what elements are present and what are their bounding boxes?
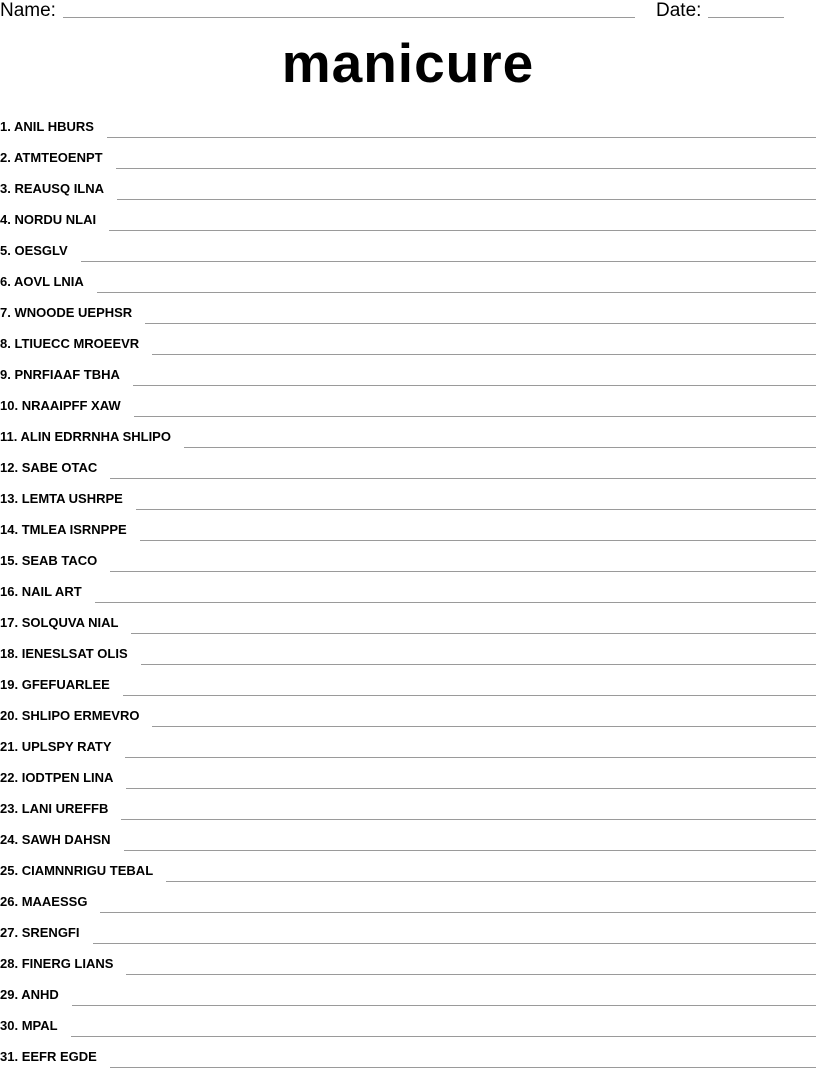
list-item: [0, 606, 816, 637]
scrambled-word: [0, 149, 103, 172]
scrambled-word: [0, 862, 153, 885]
scrambled-letters: SAWH DAHSN: [22, 832, 111, 847]
scrambled-word: [0, 459, 97, 482]
item-number: 24.: [0, 832, 18, 847]
item-number: 12.: [0, 460, 18, 475]
scrambled-word: [0, 211, 96, 234]
answer-line[interactable]: [136, 508, 816, 510]
item-number: 27.: [0, 925, 18, 940]
date-label: Date:: [656, 0, 701, 22]
worksheet-header: [0, 0, 816, 24]
answer-line[interactable]: [93, 942, 816, 944]
item-number: 29.: [0, 987, 18, 1002]
answer-line[interactable]: [133, 384, 816, 386]
scrambled-letters: SABE OTAC: [22, 460, 98, 475]
list-item: [0, 327, 816, 358]
list-item: [0, 203, 816, 234]
item-number: 31.: [0, 1049, 18, 1064]
scrambled-word: [0, 397, 121, 420]
list-item: [0, 947, 816, 978]
list-item: [0, 916, 816, 947]
word-scramble-list: [0, 110, 816, 1071]
name-field-line[interactable]: [63, 17, 635, 18]
scrambled-letters: LEMTA USHRPE: [22, 491, 123, 506]
scrambled-letters: EEFR EGDE: [22, 1049, 97, 1064]
scrambled-word: [0, 521, 127, 544]
list-item: [0, 544, 816, 575]
scrambled-word: [0, 738, 112, 761]
scrambled-letters: IODTPEN LINA: [22, 770, 114, 785]
item-number: 15.: [0, 553, 18, 568]
list-item: [0, 730, 816, 761]
item-number: 9.: [0, 367, 11, 382]
list-item: [0, 482, 816, 513]
scrambled-letters: MAAESSG: [22, 894, 88, 909]
answer-line[interactable]: [126, 973, 816, 975]
scrambled-word: [0, 242, 68, 265]
name-label: Name:: [0, 0, 56, 22]
scrambled-word: [0, 304, 132, 327]
answer-line[interactable]: [125, 756, 816, 758]
item-number: 7.: [0, 305, 11, 320]
item-number: 16.: [0, 584, 18, 599]
scrambled-letters: NORDU NLAI: [14, 212, 96, 227]
item-number: 20.: [0, 708, 18, 723]
scrambled-letters: NRAAIPFF XAW: [22, 398, 121, 413]
list-item: [0, 978, 816, 1009]
list-item: [0, 637, 816, 668]
list-item: [0, 575, 816, 606]
item-number: 3.: [0, 181, 11, 196]
item-number: 1.: [0, 119, 11, 134]
answer-line[interactable]: [71, 1035, 816, 1037]
scrambled-word: [0, 118, 94, 141]
item-number: 26.: [0, 894, 18, 909]
item-number: 19.: [0, 677, 18, 692]
scrambled-letters: UPLSPY RATY: [22, 739, 112, 754]
list-item: [0, 420, 816, 451]
scrambled-word: [0, 986, 59, 1009]
answer-line[interactable]: [123, 694, 816, 696]
answer-line[interactable]: [100, 911, 816, 913]
list-item: [0, 761, 816, 792]
scrambled-letters: PNRFIAAF TBHA: [14, 367, 119, 382]
answer-line[interactable]: [184, 446, 816, 448]
list-item: [0, 823, 816, 854]
answer-line[interactable]: [166, 880, 816, 882]
item-number: 13.: [0, 491, 18, 506]
list-item: [0, 110, 816, 141]
scrambled-word: [0, 645, 128, 668]
item-number: 22.: [0, 770, 18, 785]
answer-line[interactable]: [140, 539, 816, 541]
scrambled-letters: WNOODE UEPHSR: [14, 305, 132, 320]
scrambled-word: [0, 955, 113, 978]
item-number: 21.: [0, 739, 18, 754]
answer-line[interactable]: [131, 632, 816, 634]
item-number: 4.: [0, 212, 11, 227]
item-number: 23.: [0, 801, 18, 816]
scrambled-word: [0, 924, 80, 947]
scrambled-letters: SOLQUVA NIAL: [22, 615, 119, 630]
list-item: [0, 451, 816, 482]
date-field-line[interactable]: [708, 17, 784, 18]
list-item: [0, 172, 816, 203]
scrambled-word: [0, 831, 111, 854]
scrambled-word: [0, 335, 139, 358]
worksheet-title: manicure: [0, 30, 816, 96]
list-item: [0, 699, 816, 730]
answer-line[interactable]: [141, 663, 816, 665]
scrambled-letters: MPAL: [22, 1018, 58, 1033]
scrambled-letters: ATMTEOENPT: [14, 150, 103, 165]
list-item: [0, 668, 816, 699]
item-number: 14.: [0, 522, 18, 537]
scrambled-word: [0, 552, 97, 575]
scrambled-letters: ANHD: [21, 987, 59, 1002]
answer-line[interactable]: [126, 787, 816, 789]
scrambled-letters: IENESLSAT OLIS: [22, 646, 128, 661]
scrambled-word: [0, 273, 84, 296]
answer-line[interactable]: [124, 849, 816, 851]
answer-line[interactable]: [97, 291, 816, 293]
list-item: [0, 234, 816, 265]
list-item: [0, 141, 816, 172]
item-number: 8.: [0, 336, 11, 351]
item-number: 6.: [0, 274, 11, 289]
scrambled-word: [0, 676, 110, 699]
list-item: [0, 854, 816, 885]
list-item: [0, 1009, 816, 1040]
scrambled-letters: LANI UREFFB: [22, 801, 109, 816]
scrambled-word: [0, 893, 87, 916]
item-number: 5.: [0, 243, 11, 258]
scrambled-letters: GFEFUARLEE: [22, 677, 110, 692]
scrambled-letters: REAUSQ ILNA: [14, 181, 104, 196]
answer-line[interactable]: [110, 477, 816, 479]
list-item: [0, 296, 816, 327]
scrambled-letters: FINERG LIANS: [22, 956, 114, 971]
answer-line[interactable]: [152, 353, 816, 355]
scrambled-letters: SEAB TACO: [22, 553, 98, 568]
scrambled-word: [0, 490, 123, 513]
answer-line[interactable]: [110, 1066, 816, 1068]
list-item: [0, 389, 816, 420]
answer-line[interactable]: [117, 198, 816, 200]
scrambled-word: [0, 583, 82, 606]
scrambled-letters: CIAMNNRIGU TEBAL: [22, 863, 153, 878]
scrambled-word: [0, 366, 120, 389]
item-number: 28.: [0, 956, 18, 971]
answer-line[interactable]: [107, 136, 816, 138]
item-number: 2.: [0, 150, 11, 165]
answer-line[interactable]: [95, 601, 816, 603]
scrambled-letters: OESGLV: [14, 243, 67, 258]
scrambled-word: [0, 800, 108, 823]
scrambled-letters: TMLEA ISRNPPE: [22, 522, 127, 537]
scrambled-letters: LTIUECC MROEEVR: [14, 336, 139, 351]
scrambled-letters: SRENGFI: [22, 925, 80, 940]
answer-line[interactable]: [81, 260, 816, 262]
answer-line[interactable]: [72, 1004, 816, 1006]
scrambled-letters: NAIL ART: [22, 584, 82, 599]
scrambled-word: [0, 428, 171, 451]
list-item: [0, 792, 816, 823]
scrambled-word: [0, 1048, 97, 1071]
scrambled-letters: SHLIPO ERMEVRO: [22, 708, 140, 723]
answer-line[interactable]: [134, 415, 816, 417]
answer-line[interactable]: [116, 167, 816, 169]
answer-line[interactable]: [145, 322, 816, 324]
item-number: 17.: [0, 615, 18, 630]
answer-line[interactable]: [110, 570, 816, 572]
item-number: 25.: [0, 863, 18, 878]
item-number: 10.: [0, 398, 18, 413]
list-item: [0, 265, 816, 296]
scrambled-word: [0, 1017, 58, 1040]
list-item: [0, 358, 816, 389]
scrambled-word: [0, 707, 139, 730]
item-number: 30.: [0, 1018, 18, 1033]
answer-line[interactable]: [152, 725, 816, 727]
scrambled-word: [0, 180, 104, 203]
list-item: [0, 885, 816, 916]
scrambled-letters: ANIL HBURS: [14, 119, 94, 134]
scrambled-letters: AOVL LNIA: [14, 274, 84, 289]
item-number: 11.: [0, 429, 17, 444]
answer-line[interactable]: [121, 818, 816, 820]
answer-line[interactable]: [109, 229, 816, 231]
scrambled-word: [0, 769, 113, 792]
item-number: 18.: [0, 646, 18, 661]
scrambled-letters: ALIN EDRRNHA SHLIPO: [21, 429, 171, 444]
list-item: [0, 513, 816, 544]
scrambled-word: [0, 614, 118, 637]
